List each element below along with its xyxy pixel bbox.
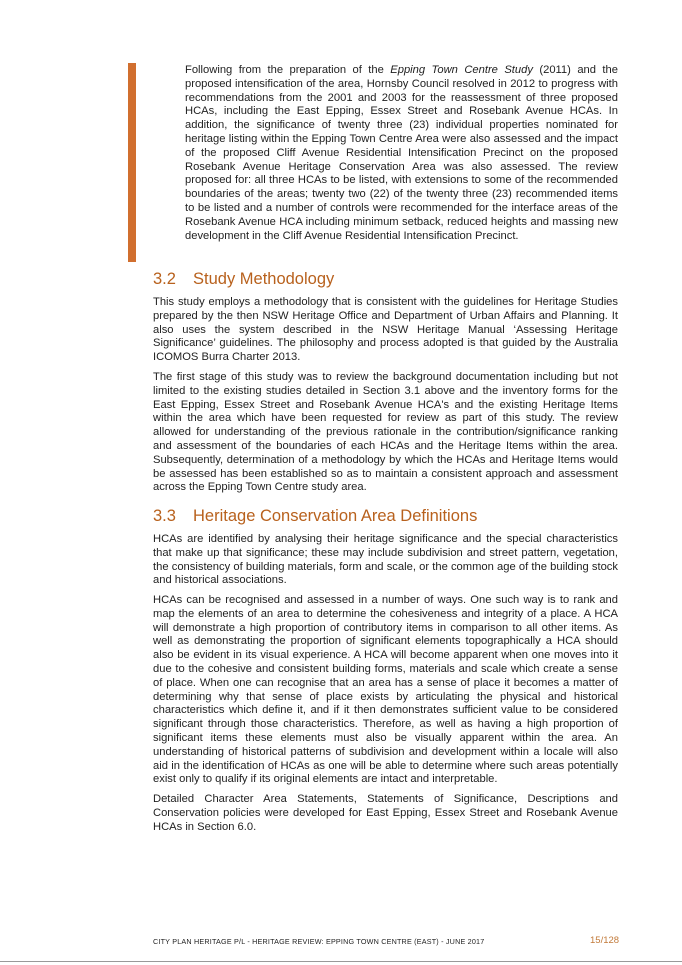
section-title: Heritage Conservation Area Definitions bbox=[193, 507, 478, 525]
footer-page-number: 15/128 bbox=[590, 935, 620, 946]
section-number: 3.2 bbox=[153, 270, 176, 288]
hca-definitions-paragraph-1: HCAs are identified by analysing their heritage significance and the special characteristics that make up that significance; these may include subdivision and street pattern, vegetation, the consistency of building materials, form and scale, or the common age of the building stock and historical associations. bbox=[153, 533, 618, 587]
section-title: Study Methodology bbox=[193, 270, 335, 288]
hca-definitions-paragraph-2: HCAs can be recognised and assessed in a number of ways. One such way is to rank and map the elements of an area to determine the cohesiveness and integrity of a place. A HCA will demonstrate a high proportion of contributory items in comparison to all other items. As well as demonstrating the proportion of significant elements topographically a HCA should also be evident in its visual experience. A HCA will become apparent when one moves into it due to the cohesive and consistent building forms, materials and scale which create a sense of place. When one can recognise that an area has a sense of place it becomes a matter of determining why that sense of place exists by articulating the physical and historical characteristics which define it, and if it then demonstrates sufficient value to be considered significant through those characteristics. Therefore, as well as having a high proportion of significant items these elements must also be visually apparent within the area. An understanding of historical patterns of subdivision and development within a locale will also aid in the identification of HCAs as one will be able to determine where such areas potentially exist only to qualify if its original elements are intact and interpretable. bbox=[153, 594, 618, 786]
section-heading-3-2 bbox=[153, 270, 334, 289]
methodology-paragraph-2: The first stage of this study was to review the background documentation including but not limited to the existing studies detailed in Section 3.1 above and the inventory forms for the East Epping, Essex Street and Rosebank Avenue HCA's and the existing Heritage Items within the area which have been requested for review as part of this study. The review allowed for understanding of the previous rationale in the contribution/significance ranking and assessment of the boundaries of each HCAs and the Heritage Items within the area. Subsequently, determination of a methodology by which the HCAs and Heritage Items would be assessed has been established so as to maintain a consistent approach and assessment across the Epping Town Centre study area. bbox=[153, 371, 618, 494]
footer-document-title: CITY PLAN HERITAGE P/L - HERITAGE REVIEW: EPPING TOWN CENTRE (EAST) - JUNE 2017 bbox=[153, 937, 485, 946]
section-number: 3.3 bbox=[153, 507, 176, 525]
methodology-paragraph-1: This study employs a methodology that is consistent with the guidelines for Heritage Studies prepared by the then NSW Heritage Office and Department of Urban Affairs and Planning. It also uses the system described in the NSW Heritage Manual ‘Assessing Heritage Significance’ guidelines. The philosophy and process adopted is that guided by the Australia ICOMOS Burra Charter 2013. bbox=[153, 296, 618, 364]
intro-text-after: (2011) and the proposed intensification of the area, Hornsby Council resolved in 2012 to progress with recommendations from the 2001 and 2003 for the reassessment of three proposed HCAs, including the East Epping, Essex Street and Rosebank Avenue HCAs. In addition, the significance of twenty three (23) individual properties nominated for heritage listing within the Epping Town Centre Area were also assessed and the impact of the proposed Cliff Avenue Residential Intensification Precinct on the proposed Rosebank Avenue Heritage Conservation Area was also assessed. The review proposed for: all three HCAs to be listed, with extensions to some of the recommended boundaries of the areas; twenty two (22) of the twenty three (23) recommended items to be listed and a number of controls were recommended for the interface areas of the Rosebank Avenue HCA including minimum setback, reduced heights and massing new development in the Cliff Avenue Residential Intensification Precinct. bbox=[185, 64, 618, 242]
intro-quote-paragraph bbox=[185, 64, 618, 243]
intro-text-before: Following from the preparation of the bbox=[185, 64, 391, 76]
section-heading-3-3 bbox=[153, 507, 477, 526]
page-bottom-divider bbox=[0, 961, 682, 962]
hca-definitions-paragraph-3: Detailed Character Area Statements, Statements of Significance, Descriptions and Conservation policies were developed for East Epping, Essex Street and Rosebank Avenue HCAs in Section 6.0. bbox=[153, 793, 618, 833]
quote-accent-bar bbox=[128, 63, 136, 262]
intro-text-italic: Epping Town Centre Study bbox=[390, 64, 533, 76]
